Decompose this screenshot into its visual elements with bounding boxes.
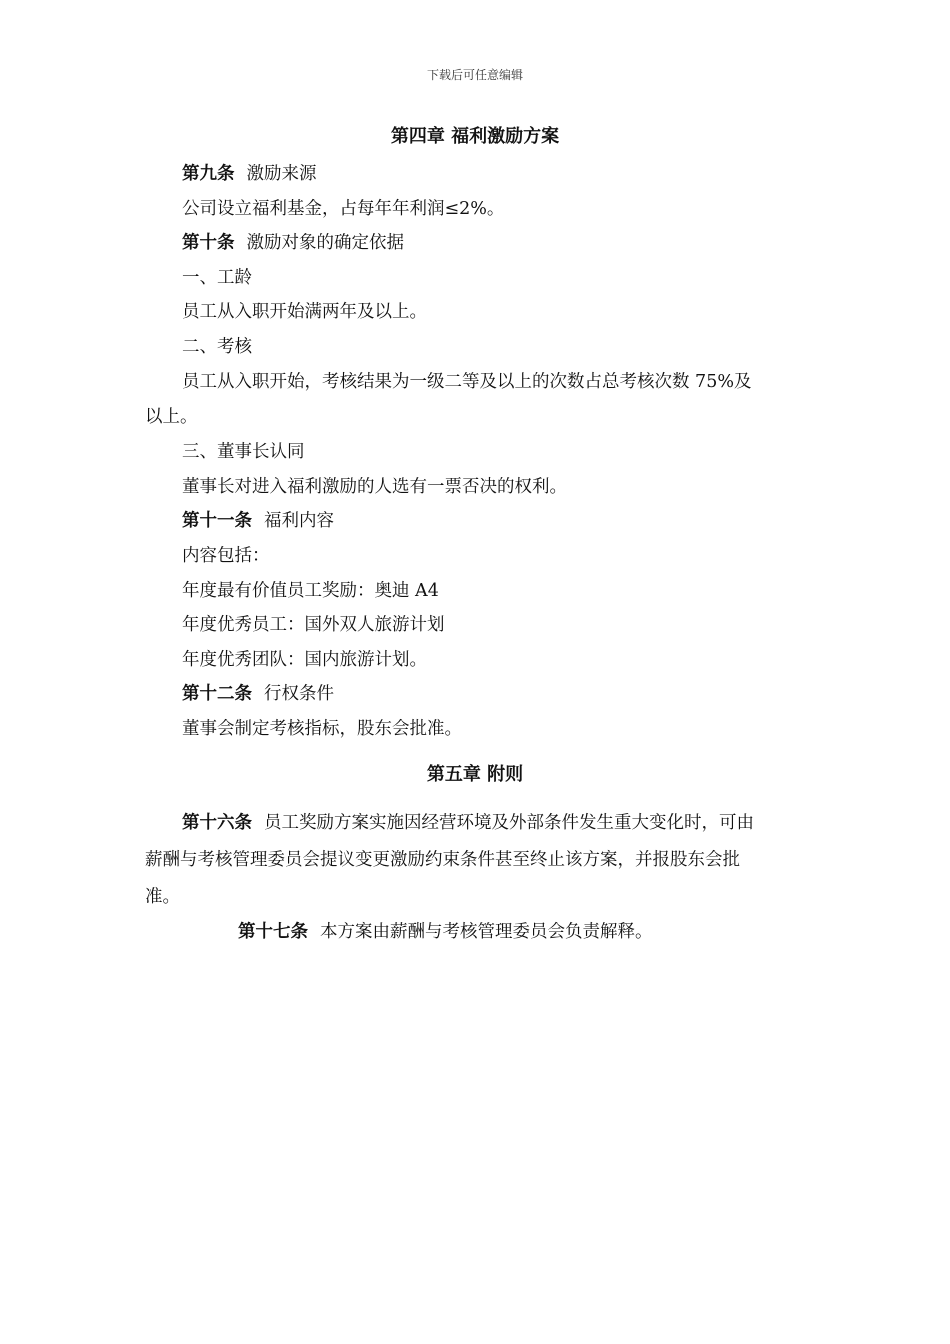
article-9-text: 公司设立福利基金，占每年年利润≤2%。 bbox=[182, 199, 505, 219]
article-11-title: 福利内容 bbox=[264, 511, 334, 531]
article-10-item-2-text-line-1: 员工从入职开始，考核结果为一级二等及以上的次数占总考核次数 75%及 bbox=[182, 372, 752, 392]
article-16-label: 第十六条 bbox=[182, 813, 252, 833]
article-16-text-line-1: 员工奖励方案实施因经营环境及外部条件发生重大变化时，可由 bbox=[264, 813, 754, 833]
article-11-item: 年度优秀团队：国内旅游计划。 bbox=[182, 650, 427, 670]
article-11-intro: 内容包括： bbox=[182, 546, 270, 566]
article-12-text: 董事会制定考核指标，股东会批准。 bbox=[182, 719, 462, 739]
article-10-title: 激励对象的确定依据 bbox=[246, 233, 404, 253]
article-9-heading bbox=[182, 162, 317, 186]
article-17-label: 第十七条 bbox=[238, 922, 308, 942]
article-16-text-line-2: 薪酬与考核管理委员会提议变更激励约束条件甚至终止该方案，并报股东会批 bbox=[145, 850, 740, 870]
article-16-line-1 bbox=[182, 811, 754, 835]
article-10-heading bbox=[182, 231, 404, 255]
article-11-heading bbox=[182, 509, 334, 533]
article-11-item: 年度优秀员工：国外双人旅游计划 bbox=[182, 615, 445, 635]
article-12-heading bbox=[182, 682, 334, 706]
page-header: 下载后可任意编辑 bbox=[426, 68, 523, 82]
article-10-item-1: 一、工龄 bbox=[182, 268, 252, 288]
article-10-item-2-text-line-2: 以上。 bbox=[145, 407, 198, 427]
article-10-item-1-text: 员工从入职开始满两年及以上。 bbox=[182, 302, 427, 322]
article-10-item-3-text: 董事长对进入福利激励的人选有一票否决的权利。 bbox=[182, 477, 567, 497]
article-16-text-line-3: 准。 bbox=[145, 887, 180, 907]
article-10-item-2: 二、考核 bbox=[182, 337, 252, 357]
article-11-item: 年度最有价值员工奖励：奥迪 A4 bbox=[182, 581, 439, 601]
article-9-title: 激励来源 bbox=[246, 164, 317, 184]
chapter-4-title: 第四章 福利激励方案 bbox=[390, 126, 560, 147]
article-11-label: 第十一条 bbox=[182, 511, 252, 531]
article-10-item-3: 三、董事长认同 bbox=[182, 442, 305, 462]
article-17-text: 本方案由薪酬与考核管理委员会负责解释。 bbox=[320, 922, 653, 942]
article-9-label: 第九条 bbox=[182, 164, 235, 184]
article-12-title: 行权条件 bbox=[264, 684, 334, 704]
article-17-line bbox=[238, 920, 653, 944]
article-10-label: 第十条 bbox=[182, 233, 235, 253]
article-12-label: 第十二条 bbox=[182, 684, 252, 704]
chapter-5-title: 第五章 附则 bbox=[426, 764, 524, 785]
